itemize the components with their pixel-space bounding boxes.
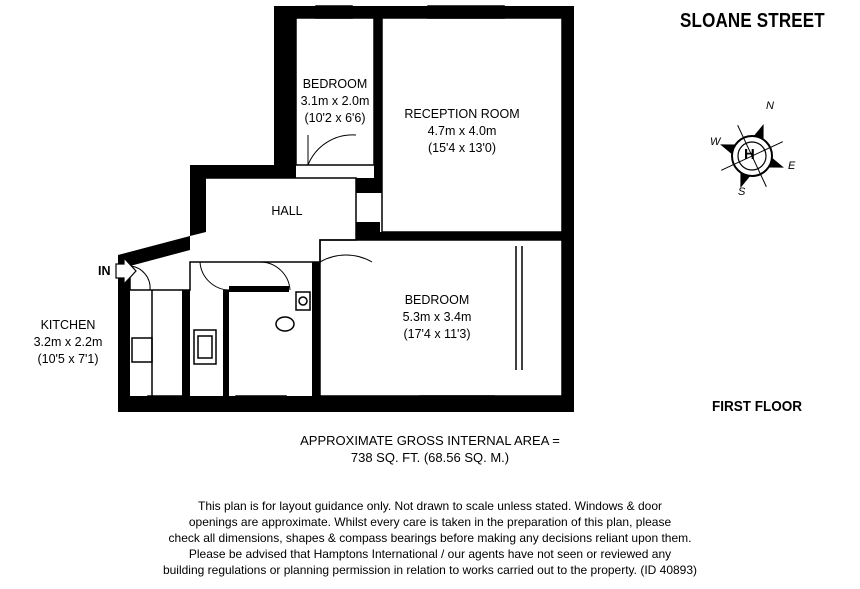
reception-door-pier [356,222,380,240]
compass-center-label: H [744,146,755,163]
bathroom-right-wall [312,262,320,412]
compass-east-label: E [788,160,796,172]
gross-area: APPROXIMATE GROSS INTERNAL AREA = 738 SQ. FT. (68.56 SQ. M.) [300,433,560,465]
kitchen-partition [182,290,190,410]
disclaimer: This plan is for layout guidance only. Not drawn to scale unless stated. Windows & door openings are approximate. Whilst every care is taken in the preparation of this plan, please check all dimensions, shapes & compass bearings before making any decisions reliant upon them. Please be advised that Hamptons International / our agents have not seen or reviewed any building regulations or planning permission in relation to works carried out to the property. (ID 40893) [162,499,698,577]
reception-bedroom2-wall [375,232,562,240]
bathroom-left-wall [223,290,229,410]
property-title: SLOANE STREET [680,10,825,32]
room-label-bedroom-2: BEDROOM 5.3m x 3.4m (17'4 x 11'3) [402,293,472,341]
room-label-kitchen: KITCHEN 3.2m x 2.2m (10'5 x 7'1) [33,318,103,366]
hall-upper-left-wall [190,165,296,236]
compass-north-label: N [766,100,774,112]
bathroom-top-wall [229,286,289,292]
compass-south-label: S [738,186,746,198]
room-label-bedroom-1: BEDROOM 3.1m x 2.0m (10'2 x 6'6) [300,77,370,125]
entrance-label: IN [98,264,111,278]
right-wall [562,6,574,411]
top-wall [274,6,574,18]
hall-diagonal-wall [118,236,190,266]
floor-label: FIRST FLOOR [712,398,802,415]
compass-west-label: W [710,136,721,148]
room-label-hall: HALL [271,204,303,218]
hall-bedroom1-wall [356,178,382,193]
room-label-reception: RECEPTION ROOM 4.7m x 4.0m (15'4 x 13'0) [404,107,520,155]
